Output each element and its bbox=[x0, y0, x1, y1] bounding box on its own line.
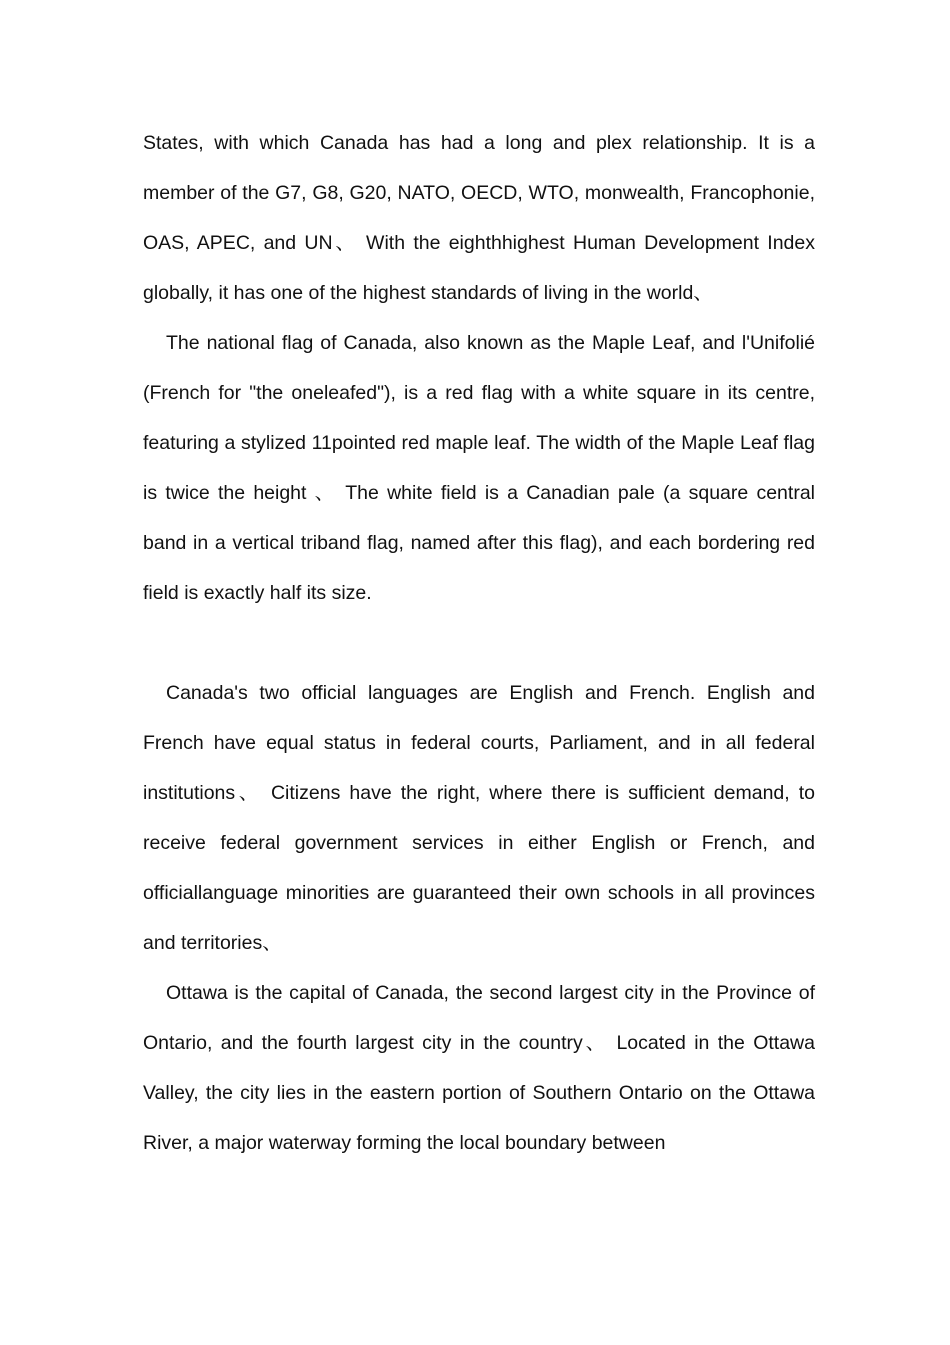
document-body bbox=[143, 118, 815, 1168]
paragraph-national-flag: The national flag of Canada, also known as the Maple Leaf, and l'Unifolié (French for "the oneleafed"), is a red flag with a white square in its centre, featuring a stylized 11pointed red maple leaf. The width of the Maple Leaf flag is twice the height 、 The white field is a Canadian pale (a square central band in a vertical triband flag, named after this flag), and each bordering red field is exactly half its size. bbox=[143, 332, 815, 604]
paragraph-gap bbox=[143, 618, 815, 668]
paragraph-ottawa-capital: Ottawa is the capital of Canada, the second largest city in the Province of Ontario, and the fourth largest city in the country、 Located in the Ottawa Valley, the city lies in the eastern portion of Southern Ontario on the Ottawa River, a major waterway forming the local boundary between bbox=[143, 982, 815, 1154]
paragraph-canada-relations: States, with which Canada has had a long and plex relationship. It is a member of the G7, G8, G20, NATO, OECD, WTO, monwealth, Francophonie, OAS, APEC, and UN、 With the eighthhighest Human Development Index globally, it has one of the highest standards of living in the world、 bbox=[143, 132, 815, 304]
paragraph-official-languages: Canada's two official languages are English and French. English and French have equal status in federal courts, Parliament, and in all federal institutions、 Citizens have the right, where there is sufficient demand, to receive federal government services in either English or French, and officiallanguage minorities are guaranteed their own schools in all provinces and territories、 bbox=[143, 682, 815, 954]
